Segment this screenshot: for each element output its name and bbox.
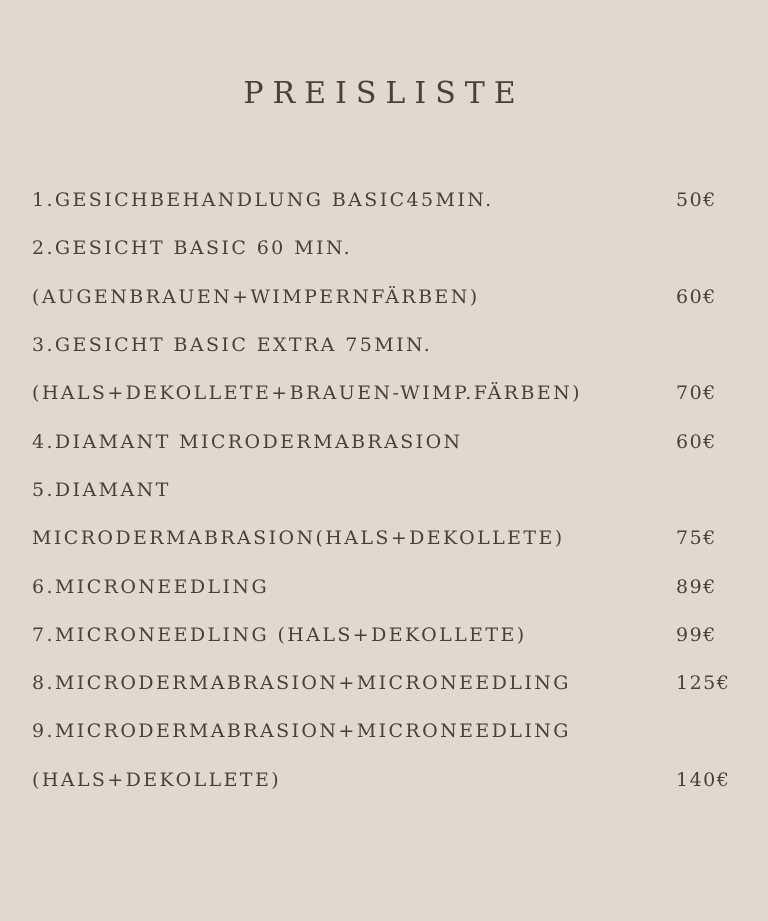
- treatment-label: 4.DIAMANT MICRODERMABRASION: [32, 430, 463, 453]
- treatment-price: 60€: [676, 430, 717, 453]
- treatment-price: 125€: [676, 672, 731, 695]
- treatment-price: 89€: [676, 575, 717, 598]
- treatment-label: 9.MICRODERMABRASION+MICRONEEDLING: [32, 720, 571, 743]
- treatment-label: 3.GESICHT BASIC EXTRA 75MIN.: [32, 334, 433, 357]
- treatment-label: 8.MICRODERMABRASION+MICRONEEDLING: [32, 672, 571, 695]
- price-list: [32, 176, 732, 804]
- price-row: [32, 756, 732, 804]
- treatment-label: (HALS+DEKOLLETE+BRAUEN-WIMP.FÄRBEN): [32, 382, 582, 405]
- price-row: [32, 417, 732, 465]
- treatment-label: 7.MICRONEEDLING (HALS+DEKOLLETE): [32, 623, 527, 646]
- price-row: [32, 466, 732, 514]
- price-row: [32, 321, 732, 369]
- price-row: [32, 562, 732, 610]
- price-row: [32, 273, 732, 321]
- page-title: PREISLISTE: [243, 76, 525, 111]
- price-row: [32, 176, 732, 224]
- treatment-label: (HALS+DEKOLLETE): [32, 768, 282, 791]
- price-row: [32, 659, 732, 707]
- treatment-label: 6.MICRONEEDLING: [32, 575, 270, 598]
- treatment-price: 70€: [676, 382, 717, 405]
- treatment-label: MICRODERMABRASION(HALS+DEKOLLETE): [32, 527, 565, 550]
- treatment-label: 2.GESICHT BASIC 60 MIN.: [32, 237, 353, 260]
- treatment-label: 1.GESICHBEHANDLUNG BASIC45MIN.: [32, 189, 494, 212]
- treatment-price: 75€: [676, 527, 717, 550]
- price-row: [32, 707, 732, 755]
- treatment-label: 5.DIAMANT: [32, 478, 171, 501]
- treatment-price: 50€: [676, 189, 717, 212]
- treatment-label: (AUGENBRAUEN+WIMPERNFÄRBEN): [32, 285, 480, 308]
- price-row: [32, 514, 732, 562]
- price-row: [32, 224, 732, 272]
- treatment-price: 60€: [676, 285, 717, 308]
- treatment-price: 140€: [676, 768, 731, 791]
- treatment-price: 99€: [676, 623, 717, 646]
- price-row: [32, 611, 732, 659]
- price-row: [32, 369, 732, 417]
